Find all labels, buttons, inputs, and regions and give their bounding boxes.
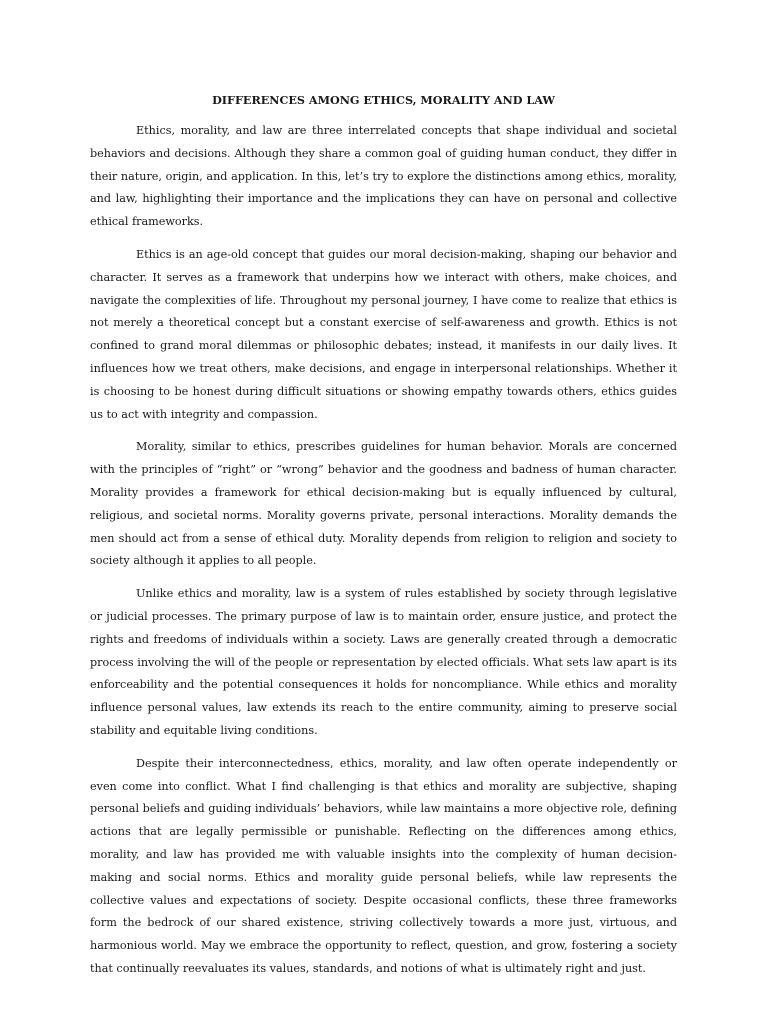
document-title: DIFFERENCES AMONG ETHICS, MORALITY AND LAW: [212, 93, 555, 107]
paragraph-morality: Morality, similar to ethics, prescribes guidelines for human behavior. Morals are concerned with the principles of “right” or “wrong” behavior and the goodness and badness of human character. Morality provides a framework for ethical decision-making but is equally influenced by cultural, religious, and societal norms. Morality governs private, personal interactions. Morality demands the men should act from a sense of ethical duty. Morality depends from religion to religion and society to society although it applies to all people.: [90, 440, 677, 568]
paragraph-conclusion: Despite their interconnectedness, ethics, morality, and law often operate independently or even come into conflict. What I find challenging is that ethics and morality are subjective, shaping personal beliefs and guiding individuals’ behaviors, while law maintains a more objective role, defining actions that are legally permissible or punishable. Reflecting on the differences among ethics, morality, and law has provided me with valuable insights into the complexity of human decision-making and social norms. Ethics and morality guide personal beliefs, while law represents the collective values and expectations of society. Despite occasional conflicts, these three frameworks form the bedrock of our shared existence, striving collectively towards a more just, virtuous, and harmonious world. May we embrace the opportunity to reflect, question, and grow, fostering a society that continually reevaluates its values, standards, and notions of what is ultimately right and just.: [90, 756, 677, 975]
document-body: [90, 90, 677, 991]
paragraph-ethics: Ethics is an age-old concept that guides our moral decision-making, shaping our behavior and character. It serves as a framework that underpins how we interact with others, make choices, and navigate the complexities of life. Throughout my personal journey, I have come to realize that ethics is not merely a theoretical concept but a constant exercise of self-awareness and growth. Ethics is not confined to grand moral dilemmas or philosophic debates; instead, it manifests in our daily lives. It influences how we treat others, make decisions, and engage in interpersonal relationships. Whether it is choosing to be honest during difficult situations or showing empathy towards others, ethics guides us to act with integrity and compassion.: [90, 247, 677, 421]
paragraph-law: Unlike ethics and morality, law is a system of rules established by society through legislative or judicial processes. The primary purpose of law is to maintain order, ensure justice, and protect the rights and freedoms of individuals within a society. Laws are generally created through a democratic process involving the will of the people or representation by elected officials. What sets law apart is its enforceability and the potential consequences it holds for noncompliance. While ethics and morality influence personal values, law extends its reach to the entire community, aiming to preserve social stability and equitable living conditions.: [90, 587, 677, 737]
paragraph-introduction: Ethics, morality, and law are three interrelated concepts that shape individual and societal behaviors and decisions. Although they share a common goal of guiding human conduct, they differ in their nature, origin, and application. In this, let’s try to explore the distinctions among ethics, morality, and law, highlighting their importance and the implications they can have on personal and collective ethical frameworks.: [90, 124, 677, 229]
